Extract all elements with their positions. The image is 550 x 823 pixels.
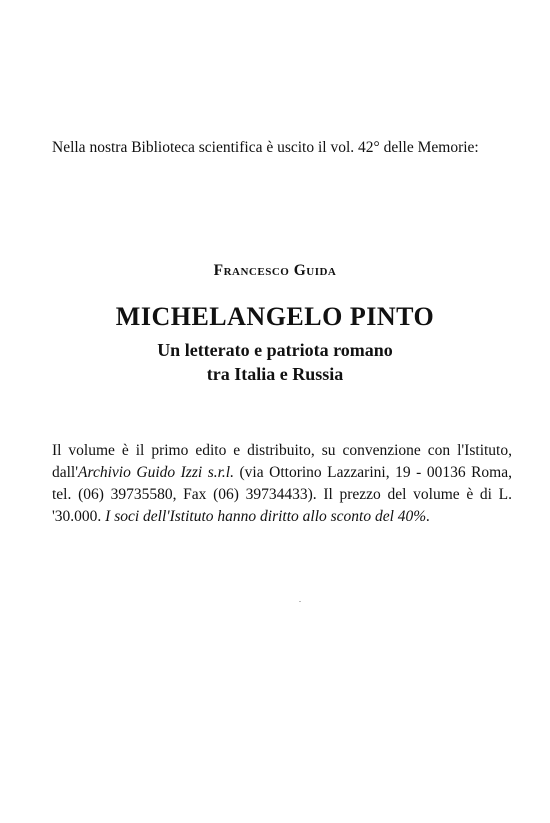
book-author: Francesco Guida <box>213 262 337 279</box>
body-text-part-2: (via Ottorino Lazzarini, 19 - 00136 Roma, tel. (06) 39735580, Fax (06) 39734433). Il prezzo del volume è di L. '30.000. <box>52 464 512 525</box>
discount-note: I soci dell'Istituto hanno diritto allo sconto del 40%. <box>105 508 431 525</box>
body-text-part-1: Il volume è il primo edito e distribuito, su convenzione con l'Istituto, dall' <box>52 442 512 481</box>
book-subtitle-line-1: Un letterato e patriota romano <box>157 340 393 360</box>
body-paragraph <box>52 440 512 528</box>
book-title: MICHELANGELO PINTO <box>115 302 435 331</box>
publisher-name: Archivio Guido Izzi s.r.l. <box>78 464 234 481</box>
book-subtitle <box>0 338 550 386</box>
speck <box>299 601 301 602</box>
intro-paragraph: Nella nostra Biblioteca scientifica è uscito il vol. 42° delle Memorie: <box>52 139 479 156</box>
book-subtitle-line-2: tra Italia e Russia <box>206 364 344 384</box>
